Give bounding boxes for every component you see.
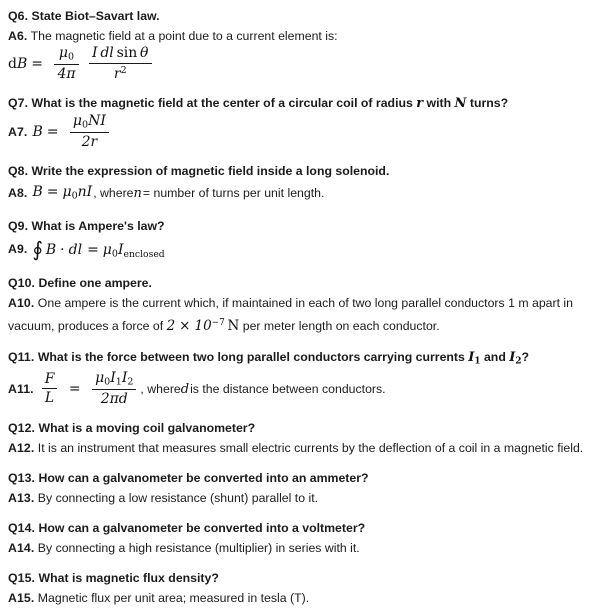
question-text-q7-pre: What is the magnetic field at the center of a circular coil of radius: [31, 96, 417, 111]
answer-label-a14: A14.: [8, 541, 35, 556]
formula-a6-lhs: B: [16, 56, 28, 73]
question-line-q9: [8, 216, 593, 236]
formula-a11-fraction-2: $\frac{\mu_0I_1I_2}{2\pi d}$: [92, 371, 136, 407]
question-text-q15: What is magnetic flux density?: [38, 571, 219, 586]
question-line-q11: [8, 347, 593, 371]
answer-line-a6: [8, 26, 593, 46]
qa-block-q8: [8, 161, 593, 205]
qa-block-q9: [8, 216, 593, 262]
formula-a11-tail-post: is the distance between conductors.: [190, 382, 386, 397]
answer-line-a15: [8, 588, 593, 608]
question-label-q10: Q10.: [8, 276, 36, 291]
question-label-q14: Q14.: [8, 521, 36, 536]
answer-text-a14: By connecting a high resistance (multiplier) in series with it.: [37, 541, 360, 556]
formula-a8-tail-post: = number of turns per unit length.: [142, 185, 325, 200]
question-label-q6: Q6.: [8, 9, 29, 23]
formula-a7-fraction: $\frac{\mu_0NI}{2r}$: [70, 114, 109, 150]
question-var-r: r: [416, 96, 424, 112]
question-line-q14: [8, 518, 593, 538]
answer-text-a6: The magnetic field at a point due to a current element is:: [30, 29, 338, 43]
question-line-q12: [8, 418, 593, 438]
question-text-q14: How can a galvanometer be converted into a voltmeter?: [38, 521, 366, 536]
formula-a8-tail-pre: , where: [93, 185, 134, 200]
formula-a8-tail-var: n: [133, 185, 142, 201]
question-text-q13: How can a galvanometer be converted into an ammeter?: [38, 471, 369, 486]
question-var-n: N: [454, 96, 467, 112]
answer-line-a12: [8, 438, 593, 458]
formula-a9: [8, 236, 593, 262]
answer-line-a14: [8, 538, 593, 558]
answer-label-a12: A12.: [8, 441, 35, 456]
answer-label-a13: A13.: [8, 491, 35, 506]
question-label-q9: Q9.: [8, 219, 29, 234]
answer-label-a9: A9.: [8, 241, 28, 256]
formula-a11: [8, 371, 593, 407]
formula-a9-expression: ∮ B · dl = $\mu_0Ienclosed$: [32, 236, 165, 261]
formula-a7-expression: B = $\frac{\mu_0NI}{2r}$: [32, 114, 111, 150]
question-text-q12: What is a moving coil galvanometer?: [38, 421, 256, 436]
answer-a10-inline-math: $2 \times 10^{-7}$ N: [166, 317, 240, 334]
qa-block-q7: [8, 93, 593, 150]
question-label-q12: Q12.: [8, 421, 36, 436]
question-label-q15: Q15.: [8, 571, 36, 586]
answer-text-a10-line2-post: per meter length on each conductor.: [239, 318, 440, 333]
qa-block-q11: [8, 347, 593, 408]
answer-label-a11: A11.: [8, 382, 34, 397]
question-line-q13: [8, 468, 593, 488]
question-label-q8: Q8.: [8, 164, 29, 179]
question-label-q7: Q7.: [8, 96, 29, 111]
formula-a11-tail-pre: , where: [140, 382, 181, 397]
qa-block-q14: [8, 518, 593, 558]
answer-text-a15: Magnetic flux per unit area; measured in tesla (T).: [37, 591, 310, 606]
question-text-q11-post: ?: [521, 349, 530, 364]
answer-label-a10: A10.: [8, 296, 35, 311]
question-line-q6: [8, 6, 593, 26]
question-var-i1: $I_1$: [468, 349, 481, 367]
formula-a7-lhs: B: [32, 124, 43, 141]
formula-a11-expression: $\frac{F}{L}$ = $\frac{\mu_0I_1I_2}{2\pi d}$: [39, 371, 140, 407]
answer-line-a13: [8, 488, 593, 508]
answer-text-a10-line1: One ampere is the current which, if maintained in each of two long parallel conductors 1 m apart in: [37, 296, 573, 311]
answer-label-a8: A8.: [8, 185, 28, 200]
answer-label-a6: A6.: [8, 29, 28, 43]
question-text-q9: What is Ampere's law?: [31, 219, 165, 234]
question-line-q15: [8, 568, 593, 588]
answer-label-a7: A7.: [8, 124, 28, 139]
question-label-q11: Q11.: [8, 349, 35, 364]
formula-a7: [8, 114, 593, 150]
formula-a6-fraction-1: $\frac{\mu_0}{4\pi}$: [54, 46, 78, 82]
formula-a8-lhs: B: [32, 183, 43, 200]
answer-label-a15: A15.: [8, 591, 35, 606]
question-line-q10: [8, 273, 593, 293]
question-text-q11-pre: What is the force between two long parallel conductors carrying currents: [37, 349, 469, 364]
qa-block-q6: [8, 6, 593, 82]
answer-line-a10-2: [8, 313, 593, 336]
formula-a6-expression: dB = $\frac{\mu_0}{4\pi}$ $\frac{\text{I dl sin θ}}{r^2}$: [8, 46, 155, 82]
formula-a8-expression: $B = \mu_0nI$: [32, 183, 93, 202]
formula-a6-fraction-2: $\frac{\text{I dl sin θ}}{r^2}$: [89, 46, 151, 81]
qa-block-q15: [8, 568, 593, 608]
qa-block-q12: [8, 418, 593, 458]
contour-integral-icon: ∮: [32, 236, 43, 261]
qa-block-q13: [8, 468, 593, 508]
qa-block-q10: [8, 273, 593, 336]
answer-text-a10-line2-pre: vacuum, produces a force of: [8, 318, 167, 333]
formula-a11-fraction-1: $\frac{F}{L}$: [42, 372, 58, 406]
formula-a6: [8, 46, 593, 82]
question-text-q6: State Biot–Savart law.: [31, 9, 160, 23]
answer-text-a12: It is an instrument that measures small electric currents by the deflection of a coil in a magnetic field.: [37, 441, 584, 456]
question-text-q10: Define one ampere.: [38, 276, 152, 291]
question-text-q7-mid: with: [423, 96, 455, 111]
question-text-q7-post: turns?: [466, 96, 509, 111]
question-label-q13: Q13.: [8, 471, 36, 486]
question-line-q7: [8, 93, 593, 114]
answer-line-a10-1: [8, 293, 593, 313]
question-var-i2: $I_2$: [509, 349, 522, 367]
formula-a11-tail-var: d: [180, 381, 190, 397]
question-text-q11-mid: and: [480, 349, 510, 364]
question-line-q8: [8, 161, 593, 181]
formula-a8: [8, 181, 593, 205]
question-text-q8: Write the expression of magnetic field inside a long solenoid.: [31, 164, 390, 179]
answer-text-a13: By connecting a low resistance (shunt) parallel to it.: [37, 491, 319, 506]
